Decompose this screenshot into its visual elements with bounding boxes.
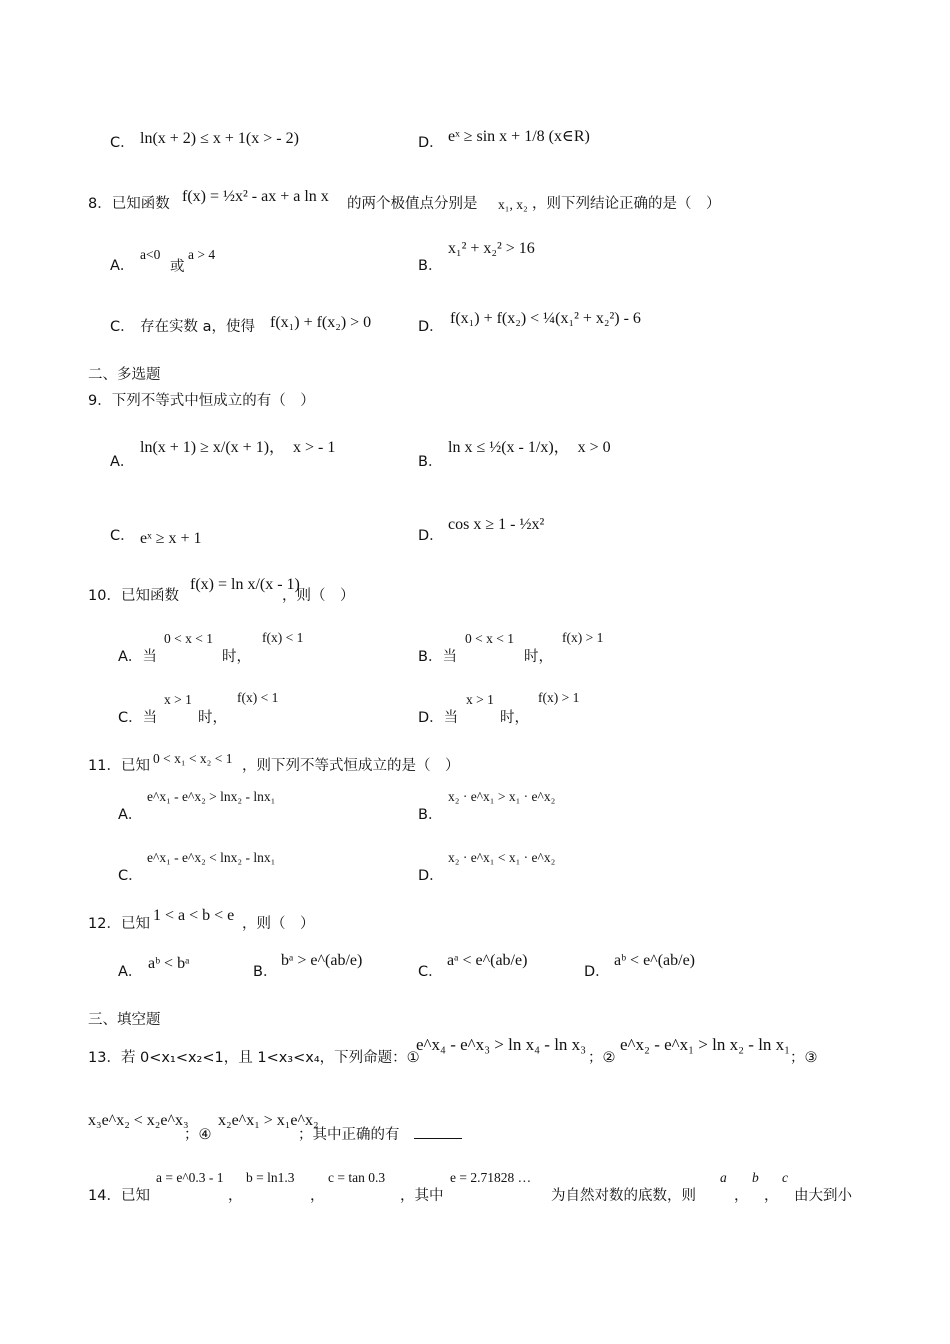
q11-option-c-math: e^x₁ - e^x₂ < lnx₂ - lnx₁ <box>147 850 276 865</box>
q14-tail: 为自然对数的底数，则 <box>551 1188 696 1204</box>
q12-option-c-math: aᵃ < e^(ab/e) <box>447 952 528 969</box>
q8-option-a-label: A． <box>110 258 135 274</box>
q13-sep-4: ；④ <box>184 1127 212 1143</box>
q10-option-d-cond: x > 1 <box>466 692 494 707</box>
q11-option-b-math: x₂ · e^x₁ > x₁ · e^x₂ <box>448 789 556 804</box>
q12-tail: ，则（ ） <box>242 916 315 932</box>
q9-option-b-label: B． <box>418 454 443 470</box>
q7-option-d-label: D． <box>418 135 444 151</box>
q7-option-d-math: eˣ ≥ sin x + 1/8 (x∈R) <box>448 128 590 145</box>
q10-option-c-when: 时， <box>198 710 227 726</box>
q12-condition: 1 < a < b < e <box>153 907 235 924</box>
q8-vars: x₁, x₂ <box>498 197 528 212</box>
q9-option-d-label: D． <box>418 528 444 544</box>
q7-option-c-label: C． <box>110 135 135 151</box>
q13-answer-blank[interactable] <box>414 1138 462 1139</box>
q13-proposition-4: x₂e^x₁ > x₁e^x₂ <box>218 1112 319 1129</box>
q8-option-b-math: x₁² + x₂² > 16 <box>448 240 535 257</box>
q11-option-d-label: D． <box>418 868 444 884</box>
q13-sep-3: ；③ <box>790 1050 818 1066</box>
q12-option-c-label: C． <box>418 964 443 980</box>
q8-mid-text: 的两个极值点分别是 <box>347 196 478 212</box>
q10-option-d-math: f(x) > 1 <box>538 690 580 705</box>
q10-number: 10．已知函数 <box>88 588 179 604</box>
q13-sep-2: ；② <box>588 1050 616 1066</box>
q10-option-a-cond: 0 < x < 1 <box>164 631 213 646</box>
q9-option-c-math: eˣ ≥ x + 1 <box>140 530 202 547</box>
q14-a-def: a = e^0.3 - 1 <box>156 1170 224 1185</box>
q13-proposition-3: x₃e^x₂ < x₂e^x₃ <box>88 1112 189 1129</box>
q12-option-d-math: aᵇ < e^(ab/e) <box>614 952 695 969</box>
q14-number: 14．已知 <box>88 1188 150 1204</box>
q13-proposition-2: e^x₂ - e^x₁ > ln x₂ - ln x₁ <box>620 1035 791 1054</box>
q14-b-def: b = ln1.3 <box>246 1170 295 1185</box>
q8-option-c-math: f(x₁) + f(x₂) > 0 <box>270 314 372 331</box>
q13-proposition-1: e^x₄ - e^x₃ > ln x₄ - ln x₃ <box>416 1035 587 1054</box>
q11-option-a-label: A． <box>118 807 143 823</box>
q10-option-c-cond: x > 1 <box>164 692 192 707</box>
q10-tail: ，则（ ） <box>282 588 355 604</box>
q10-option-d-label: D．当 <box>418 710 459 726</box>
q9-option-d-math: cos x ≥ 1 - ½x² <box>448 516 545 533</box>
q14-var-a: a <box>720 1170 727 1185</box>
q8-option-c-label: C． <box>110 319 135 335</box>
q14-e-def: e = 2.71828 … <box>450 1170 532 1185</box>
q8-number: 8．已知函数 <box>88 196 170 212</box>
q10-option-d-when: 时， <box>500 710 529 726</box>
q10-option-b-cond: 0 < x < 1 <box>465 631 514 646</box>
q10-option-c-math: f(x) < 1 <box>237 690 279 705</box>
q11-tail: ，则下列不等式恒成立的是（ ） <box>242 758 460 774</box>
q12-option-a-label: A． <box>118 964 143 980</box>
q10-option-a-math: f(x) < 1 <box>262 630 304 645</box>
q7-option-c-math: ln(x + 2) ≤ x + 1(x > - 2) <box>140 130 299 147</box>
q13-stem: 13．若 0<x₁<x₂<1，且 1<x₃<x₄，下列命题：① <box>88 1050 420 1066</box>
section-multi-choice-heading: 二、多选题 <box>88 367 161 383</box>
q10-function: f(x) = ln x/(x - 1) <box>190 576 300 593</box>
q9-option-c-label: C． <box>110 528 135 544</box>
q8-option-b-label: B． <box>418 258 443 274</box>
q9-option-a-label: A． <box>110 454 135 470</box>
q13-tail: ；其中正确的有 <box>298 1127 400 1143</box>
q8-option-c-text: 存在实数 a，使得 <box>140 319 255 335</box>
q8-option-a-or: 或 <box>170 259 185 275</box>
q10-option-a-when: 时， <box>222 649 251 665</box>
q14-sep-3: ， <box>734 1188 749 1204</box>
q11-option-a-math: e^x₁ - e^x₂ > lnx₂ - lnx₁ <box>147 789 276 804</box>
q12-option-b-math: bᵃ > e^(ab/e) <box>281 952 363 969</box>
q14-sep-4: ， <box>764 1188 779 1204</box>
q14-var-c: c <box>782 1170 788 1185</box>
q8-option-d-label: D． <box>418 319 444 335</box>
q14-sep-2: ， <box>310 1188 325 1204</box>
q8-option-a-math: a<0 <box>140 247 161 262</box>
q11-option-d-math: x₂ · e^x₁ < x₁ · e^x₂ <box>448 850 556 865</box>
q8-tail: ，则下列结论正确的是（ ） <box>532 196 721 212</box>
q14-var-b: b <box>752 1170 759 1185</box>
q10-option-b-when: 时， <box>524 649 553 665</box>
q14-sep-1: ， <box>228 1188 243 1204</box>
q10-option-c-label: C．当 <box>118 710 158 726</box>
q12-option-d-label: D． <box>584 964 610 980</box>
q9-option-a-math: ln(x + 1) ≥ x/(x + 1)， x > - 1 <box>140 439 336 456</box>
section-fill-blank-heading: 三、填空题 <box>88 1012 161 1028</box>
q14-end: 由大到小 <box>794 1188 852 1204</box>
q8-option-a-math2: a > 4 <box>188 247 216 262</box>
q11-condition: 0 < x₁ < x₂ < 1 <box>153 751 233 766</box>
q14-c-def: c = tan 0.3 <box>328 1170 386 1185</box>
q9-option-b-math: ln x ≤ ½(x - 1/x)， x > 0 <box>448 439 611 456</box>
q12-number: 12．已知 <box>88 916 150 932</box>
q10-option-b-label: B．当 <box>418 649 457 665</box>
q12-option-a-math: aᵇ < bᵃ <box>148 955 190 972</box>
q11-option-b-label: B． <box>418 807 443 823</box>
q9-stem: 9．下列不等式中恒成立的有（ ） <box>88 393 315 409</box>
q11-number: 11．已知 <box>88 758 150 774</box>
q10-option-b-math: f(x) > 1 <box>562 630 604 645</box>
q14-mid: ，其中 <box>400 1188 444 1204</box>
q11-option-c-label: C． <box>118 868 143 884</box>
q8-option-d-math: f(x₁) + f(x₂) < ¼(x₁² + x₂²) - 6 <box>450 310 641 327</box>
q10-option-a-label: A．当 <box>118 649 157 665</box>
q12-option-b-label: B． <box>253 964 278 980</box>
q8-function: f(x) = ½x² - ax + a ln x <box>182 188 329 205</box>
